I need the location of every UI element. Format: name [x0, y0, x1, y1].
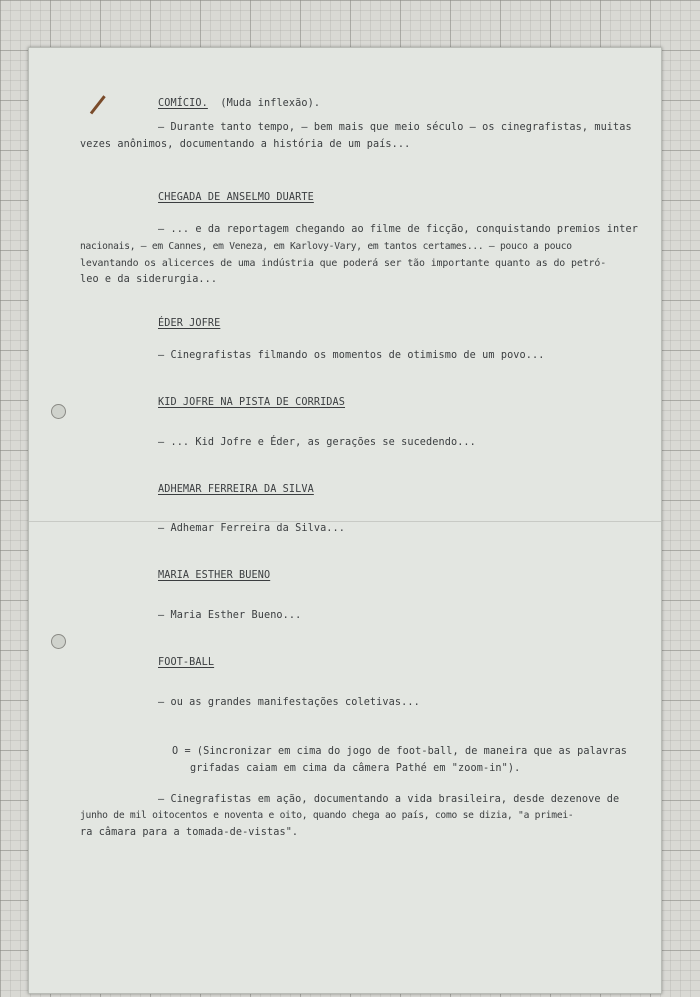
instruction-line-2: grifadas caiam em cima da câmera Pathé em "zoom-in").: [190, 763, 521, 774]
football-line: – ou as grandes manifestações coletivas...: [158, 697, 420, 708]
maria-line: – Maria Esther Bueno...: [158, 610, 302, 621]
closing-line-2: junho de mil oitocentos e noventa e oito, quando chega ao país, como se dizia, "a primei-: [80, 810, 574, 821]
eder-line: – Cinegrafistas filmando os momentos de otimismo de um povo...: [158, 350, 545, 361]
anselmo-heading: CHEGADA DE ANSELMO DUARTE: [158, 192, 314, 203]
closing-line-1: – Cinegrafistas em ação, documentando a vida brasileira, desde dezenove de: [158, 794, 620, 805]
anselmo-line-1: – ... e da reportagem chegando ao filme de ficção, conquistando premios inter: [158, 224, 638, 235]
adhemar-heading: ADHEMAR FERREIRA DA SILVA: [158, 484, 314, 495]
anselmo-line-2: nacionais, – em Cannes, em Veneza, em Karlovy-Vary, em tantos certames... – pouco a pouco: [80, 241, 572, 252]
football-heading: FOOT-BALL: [158, 657, 215, 668]
anselmo-line-3: levantando os alicerces de uma indústria que poderá ser tão importante quanto as do petró-: [80, 258, 607, 269]
comicio-line-2: vezes anônimos, documentando a história de um país...: [80, 139, 411, 150]
eder-heading: ÉDER JOFRE: [158, 318, 221, 329]
anselmo-line-4: leo e da siderurgia...: [80, 274, 218, 285]
closing-line-3: ra câmara para a tomada-de-vistas".: [80, 827, 299, 838]
pen-mark: [90, 95, 106, 114]
comicio-heading: COMÍCIO.: [158, 98, 208, 109]
comicio-line-1: – Durante tanto tempo, – bem mais que meio século – os cinegrafistas, muitas: [158, 122, 632, 133]
punch-hole-upper: [51, 404, 66, 419]
punch-hole-lower: [51, 634, 66, 649]
maria-heading: MARIA ESTHER BUENO: [158, 570, 271, 581]
instruction-line-1: O = (Sincronizar em cima do jogo de foot-ball, de maneira que as palavras: [172, 746, 628, 757]
comicio-note: (Muda inflexão).: [220, 98, 321, 109]
comicio-heading-line: [158, 96, 320, 112]
kid-heading: KID JOFRE NA PISTA DE CORRIDAS: [158, 397, 346, 408]
kid-line: – ... Kid Jofre e Éder, as gerações se sucedendo...: [158, 437, 476, 448]
adhemar-line: – Adhemar Ferreira da Silva...: [158, 523, 346, 534]
